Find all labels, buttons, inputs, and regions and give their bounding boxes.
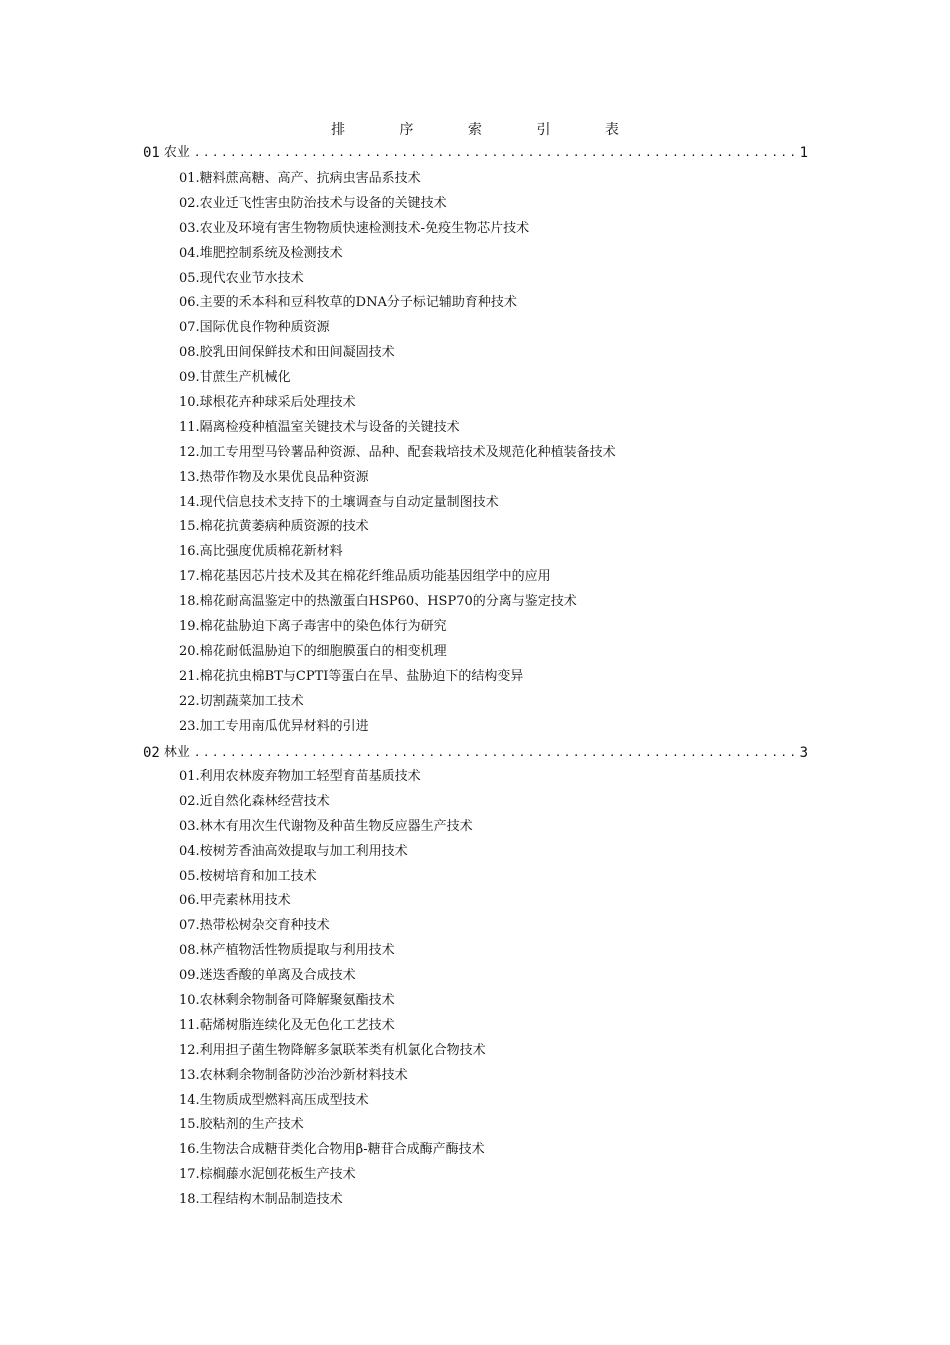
list-item[interactable]: 10.农林剩余物制备可降解聚氨酯技术 <box>179 993 395 1009</box>
list-item[interactable]: 09.迷迭香酸的单离及合成技术 <box>179 968 356 984</box>
list-item[interactable]: 12.加工专用型马铃薯品种资源、品种、配套栽培技术及规范化种植装备技术 <box>179 444 616 460</box>
list-item[interactable]: 23.加工专用南瓜优异材料的引进 <box>179 718 369 734</box>
list-item[interactable]: 01.糖料蔗高糖、高产、抗病虫害品系技术 <box>179 171 421 186</box>
section-code: 01 <box>143 145 160 161</box>
dot-leader <box>194 746 794 760</box>
list-item[interactable]: 04.桉树芳香油高效提取与加工利用技术 <box>179 843 408 859</box>
section-code: 02 <box>143 745 160 761</box>
list-item[interactable]: 18.工程结构木制品制造技术 <box>179 1192 343 1208</box>
list-item[interactable]: 10.球根花卉种球采后处理技术 <box>179 395 356 411</box>
list-item[interactable]: 06.主要的禾本科和豆科牧草的DNA分子标记辅助育种技术 <box>179 295 517 311</box>
list-item[interactable]: 02.农业迁飞性害虫防治技术与设备的关键技术 <box>179 195 447 211</box>
list-item[interactable]: 11.隔离检疫种植温室关键技术与设备的关键技术 <box>179 419 460 435</box>
list-item[interactable]: 02.近自然化森林经营技术 <box>179 793 330 809</box>
section-page-number: 1 <box>799 145 808 161</box>
list-item[interactable]: 07.热带松树杂交育种技术 <box>179 918 330 934</box>
list-item[interactable]: 17.棉花基因芯片技术及其在棉花纤维品质功能基因组学中的应用 <box>179 569 551 585</box>
list-item[interactable]: 08.林产植物活性物质提取与利用技术 <box>179 943 395 959</box>
list-item[interactable]: 11.萜烯树脂连续化及无色化工艺技术 <box>179 1017 395 1033</box>
section-name: 林业 <box>163 745 190 760</box>
section-items-agriculture <box>179 167 616 739</box>
list-item[interactable]: 09.甘蔗生产机械化 <box>179 370 291 386</box>
list-item[interactable]: 03.林木有用次生代谢物及种苗生物反应器生产技术 <box>179 818 473 834</box>
list-item[interactable]: 21.棉花抗虫棉BT与CPTI等蛋白在旱、盐胁迫下的结构变异 <box>179 668 524 684</box>
section-heading-forestry[interactable] <box>143 740 808 762</box>
list-item[interactable]: 13.农林剩余物制备防沙治沙新材料技术 <box>179 1067 408 1083</box>
list-item[interactable]: 14.生物质成型燃料高压成型技术 <box>179 1092 369 1108</box>
list-item[interactable]: 04.堆肥控制系统及检测技术 <box>179 245 343 261</box>
list-item[interactable]: 15.棉花抗黄萎病种质资源的技术 <box>179 519 369 535</box>
list-item[interactable]: 03.农业及环境有害生物物质快速检测技术-免疫生物芯片技术 <box>179 220 530 236</box>
list-item[interactable]: 05.桉树培育和加工技术 <box>179 868 317 884</box>
section-items-forestry <box>179 765 486 1213</box>
list-item[interactable]: 22.切割蔬菜加工技术 <box>179 693 304 709</box>
dot-leader <box>194 146 794 160</box>
list-item[interactable]: 12.利用担子菌生物降解多氯联苯类有机氯化合物技术 <box>179 1042 486 1058</box>
list-item[interactable]: 08.胶乳田间保鲜技术和田间凝固技术 <box>179 345 395 361</box>
list-item[interactable]: 07.国际优良作物种质资源 <box>179 320 330 336</box>
page-title: 排 序 索 引 表 <box>331 122 644 138</box>
list-item[interactable]: 20.棉花耐低温胁迫下的细胞膜蛋白的相变机理 <box>179 643 447 659</box>
section-name: 农业 <box>163 145 190 160</box>
list-item[interactable]: 06.甲壳素林用技术 <box>179 893 291 909</box>
section-heading-agriculture[interactable] <box>143 140 808 162</box>
list-item[interactable]: 19.棉花盐胁迫下离子毒害中的染色体行为研究 <box>179 619 447 635</box>
section-page-number: 3 <box>799 745 808 761</box>
list-item[interactable]: 15.胶粘剂的生产技术 <box>179 1117 304 1133</box>
list-item[interactable]: 16.生物法合成糖苷类化合物用β-糖苷合成酶产酶技术 <box>179 1142 485 1158</box>
list-item[interactable]: 17.棕榈藤水泥刨花板生产技术 <box>179 1167 356 1183</box>
list-item[interactable]: 01.利用农林废弃物加工轻型育苗基质技术 <box>179 769 421 784</box>
list-item[interactable]: 18.棉花耐高温鉴定中的热激蛋白HSP60、HSP70的分离与鉴定技术 <box>179 594 577 610</box>
list-item[interactable]: 14.现代信息技术支持下的土壤调查与自动定量制图技术 <box>179 494 499 510</box>
list-item[interactable]: 13.热带作物及水果优良品种资源 <box>179 469 369 485</box>
list-item[interactable]: 16.高比强度优质棉花新材料 <box>179 544 343 560</box>
list-item[interactable]: 05.现代农业节水技术 <box>179 270 304 286</box>
